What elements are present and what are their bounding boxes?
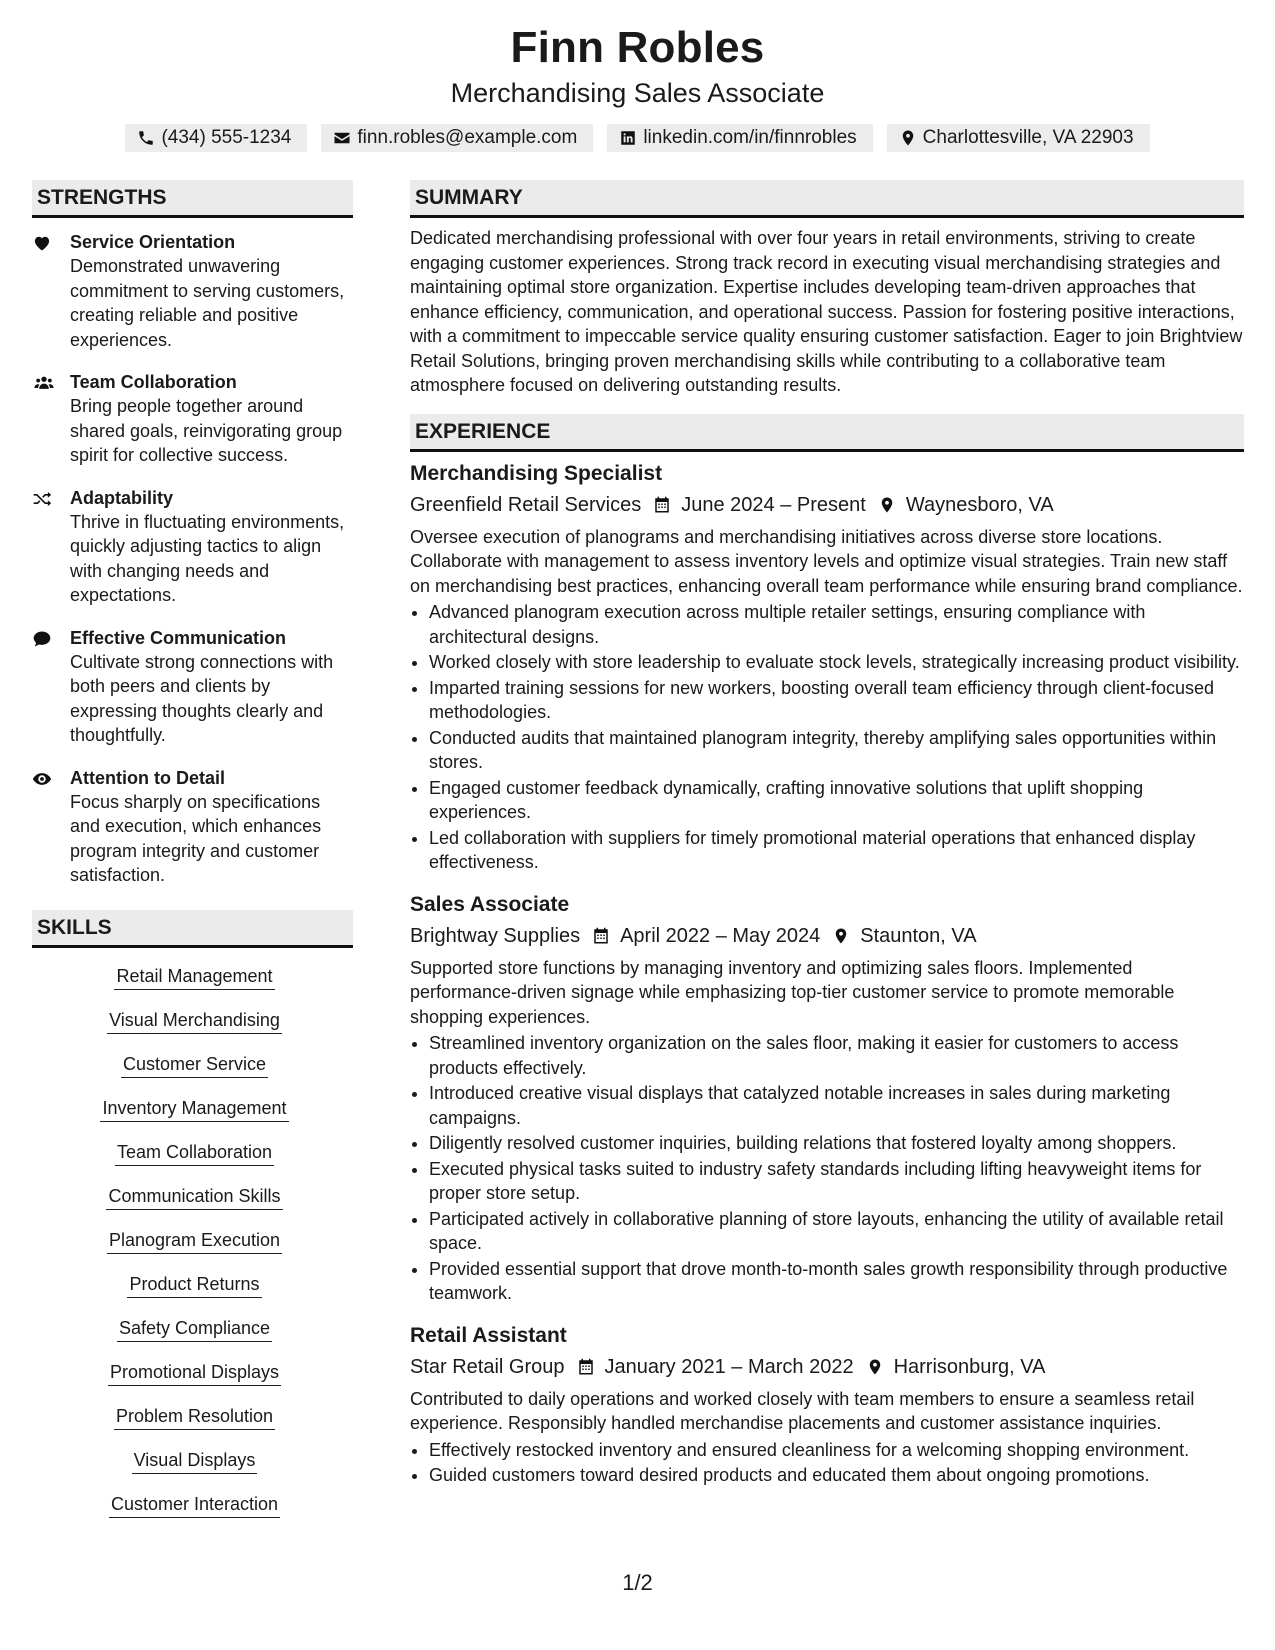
job-bullet: • Conducted audits that maintained planogram integrity, thereby amplifying sales opportunities within stores. [429,726,1244,775]
job-bullet: • Participated actively in collaborative planning of store layouts, enhancing the utility of available retail space. [429,1207,1244,1256]
skill-tag: Visual Displays [132,1448,258,1474]
skill-tag: Product Returns [127,1272,261,1298]
job-location: Staunton, VA [860,924,977,947]
job-dates: April 2022 – May 2024 [620,924,821,947]
candidate-title: Merchandising Sales Associate [450,78,825,108]
strength-desc: Focus sharply on specifications and execution, which enhances program integrity and customer satisfaction. [70,791,322,885]
job-bullet: • Worked closely with store leadership to evaluate stock levels, strategically increasing product visibility. [429,650,1244,675]
job-bullets [410,1438,1244,1488]
job-title: Merchandising Specialist [410,461,663,485]
skill-tag: Promotional Displays [108,1360,281,1386]
strength-item [32,230,353,352]
job-entry [410,891,1244,1306]
left-column [32,180,353,1536]
shuffle-icon [32,489,52,509]
job-bullet: • Effectively restocked inventory and ensured cleanliness for a welcoming shopping environment. [429,1438,1244,1463]
strength-title: Attention to Detail [70,767,225,788]
job-dates: June 2024 – Present [681,493,866,516]
users-icon [32,373,56,393]
skill-tag: Problem Resolution [114,1404,275,1430]
strength-desc: Demonstrated unwavering commitment to serving customers, creating reliable and positive experiences. [70,256,345,350]
skill-tag: Safety Compliance [117,1316,272,1342]
calendar-icon [592,927,610,945]
contact-bar [0,124,1275,152]
job-bullet: • Advanced planogram execution across multiple retailer settings, ensuring compliance with architectural designs. [429,600,1244,649]
eye-icon [32,769,52,789]
job-meta [410,491,1244,519]
skills-heading: SKILLS [32,910,353,948]
skill-tag: Planogram Execution [107,1228,282,1254]
strength-item [32,370,353,468]
job-location: Waynesboro, VA [905,493,1054,516]
contact-linkedin-text: linkedin.com/in/finnrobles [643,127,857,148]
calendar-icon [577,1358,595,1376]
experience-heading: EXPERIENCE [410,414,1244,452]
map-pin-icon [899,129,917,147]
strength-title: Adaptability [70,487,174,508]
skill-tag: Customer Interaction [109,1492,280,1518]
strength-title: Effective Communication [70,627,287,648]
job-bullets [410,600,1244,875]
job-dates: January 2021 – March 2022 [604,1355,854,1378]
linkedin-icon [619,129,637,147]
strength-title: Team Collaboration [70,372,237,392]
job-company: Star Retail Group [410,1355,565,1378]
phone-icon [137,129,155,147]
strength-item [32,626,353,748]
job-entry [410,460,1244,875]
resume-header [0,0,1275,152]
job-meta [410,922,1244,950]
skill-tag: Retail Management [114,964,274,990]
job-bullet: • Guided customers toward desired products and educated them about ongoing promotions. [429,1463,1244,1488]
map-pin-icon [832,927,850,945]
job-bullet: • Introduced creative visual displays that catalyzed notable increases in sales during marketing campaigns. [429,1081,1244,1130]
strength-title: Service Orientation [70,232,236,252]
job-title: Retail Assistant [410,1323,567,1347]
job-entry [410,1322,1244,1488]
job-bullet: • Streamlined inventory organization on the sales floor, making it easier for customers to access products effectively. [429,1031,1244,1080]
map-pin-icon [866,1358,884,1376]
page-number: 1/2 [622,1570,653,1595]
contact-email[interactable] [321,124,593,152]
strength-desc: Bring people together around shared goals, reinvigorating group spirit for collective success. [70,396,343,465]
job-bullet: • Engaged customer feedback dynamically, crafting innovative solutions that uplift shopping experiences. [429,776,1244,825]
skill-tag: Inventory Management [100,1096,288,1122]
job-location: Harrisonburg, VA [893,1355,1046,1378]
candidate-name: Finn Robles [510,23,765,72]
strength-desc: Cultivate strong connections with both peers and clients by expressing thoughts clearly and thoughtfully. [70,651,334,745]
job-company: Greenfield Retail Services [410,493,642,516]
heart-icon [32,233,52,253]
contact-email-text: finn.robles@example.com [357,127,578,148]
strength-item [32,766,353,888]
summary-heading: SUMMARY [410,180,1244,218]
contact-location [887,124,1150,152]
job-bullets [410,1031,1244,1306]
job-bullet: • Executed physical tasks suited to industry safety standards including lifting heavyweight items for proper store setup. [429,1157,1244,1206]
speech-bubble-icon [32,629,52,649]
strength-item [32,486,353,608]
job-bullet: • Diligently resolved customer inquiries, building relations that fostered loyalty among shoppers. [429,1131,1244,1156]
job-description: Oversee execution of planograms and merchandising initiatives across diverse store locations. Collaborate with management to assess inventory levels and optimize visual strategies. Train new staff on merchandising best practices, enhancing overall team performance while ensuring brand compliance. [410,526,1243,596]
strengths-list [32,230,353,888]
calendar-icon [653,496,671,514]
job-bullet: • Led collaboration with suppliers for timely promotional material operations that enhanced display effectiveness. [429,826,1244,875]
map-pin-icon [878,496,896,514]
skill-tag: Visual Merchandising [107,1008,282,1034]
summary-text: Dedicated merchandising professional with over four years in retail environments, striving to create engaging customer experiences. Strong track record in executing visual merchandising strategies and maintaining optimal store organization. Expertise includes developing team-driven approaches that enhance efficiency, communication, and operational success. Passion for fostering positive interactions, with a commitment to impeccable service quality ensuring customer satisfaction. Eager to join Brightview Retail Solutions, bringing proven merchandising skills while contributing to a collaborative team atmosphere focused on delivering outstanding results. [410,228,1243,395]
skill-tag: Communication Skills [106,1184,282,1210]
job-description: Supported store functions by managing inventory and optimizing sales floors. Implemented performance-driven signage while emphasizing top-tier customer service to promote memorable shopping experiences. [410,957,1175,1027]
envelope-icon [333,129,351,147]
right-column [410,180,1244,1489]
skills-list [32,948,353,1536]
job-bullet: • Imparted training sessions for new workers, boosting overall team efficiency through client-focused methodologies. [429,676,1244,725]
job-description: Contributed to daily operations and worked closely with team members to ensure a seamless retail experience. Responsibly handled merchandise placements and customer assistance inquiries. [410,1388,1195,1433]
skill-tag: Customer Service [121,1052,268,1078]
contact-phone[interactable] [125,124,307,152]
contact-linkedin[interactable] [607,124,872,152]
strength-desc: Thrive in fluctuating environments, quickly adjusting tactics to align with changing needs and expectations. [70,511,345,605]
job-bullet: • Provided essential support that drove month-to-month sales growth responsibility through productive teamwork. [429,1257,1244,1306]
job-company: Brightway Supplies [410,924,581,947]
contact-location-text: Charlottesville, VA 22903 [922,127,1134,148]
contact-phone-text: (434) 555-1234 [161,127,292,148]
job-title: Sales Associate [410,892,570,916]
job-meta [410,1353,1244,1381]
strengths-heading: STRENGTHS [32,180,353,218]
skill-tag: Team Collaboration [115,1140,274,1166]
